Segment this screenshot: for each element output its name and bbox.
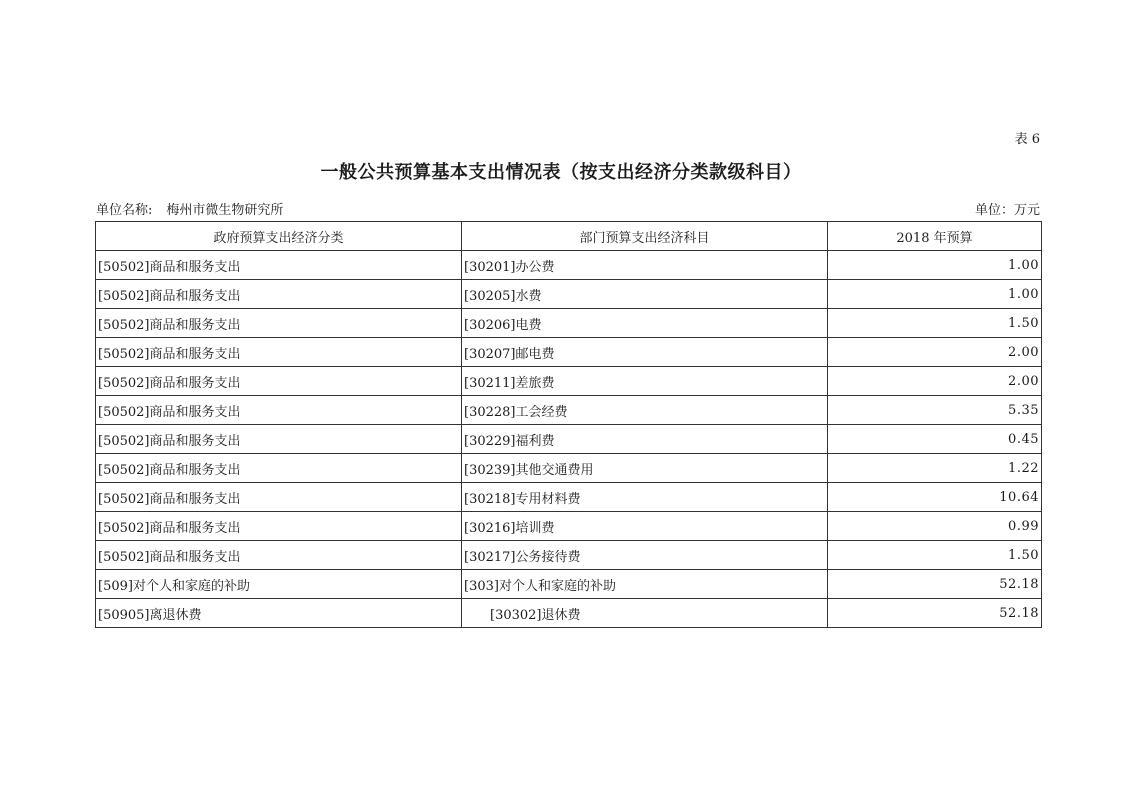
amount-cell: 52.18 xyxy=(828,599,1042,628)
econ-cell: [50502]商品和服务支出 xyxy=(96,367,462,396)
budget-table xyxy=(95,221,1042,628)
dept-cell: [30217]公务接待费 xyxy=(462,541,828,570)
dept-cell: [30228]工会经费 xyxy=(462,396,828,425)
amount-cell: 0.99 xyxy=(828,512,1042,541)
unit-name-value: 梅州市微生物研究所 xyxy=(166,203,284,218)
table-row xyxy=(96,367,1042,396)
amount-cell: 1.00 xyxy=(828,280,1042,309)
dept-cell: [30205]水费 xyxy=(462,280,828,309)
amount-cell: 1.50 xyxy=(828,541,1042,570)
econ-cell: [50502]商品和服务支出 xyxy=(96,280,462,309)
econ-cell: [50905]离退休费 xyxy=(96,599,462,628)
table-row xyxy=(96,541,1042,570)
amount-cell: 1.00 xyxy=(828,251,1042,280)
amount-cell: 1.50 xyxy=(828,309,1042,338)
column-header-budget: 2018 年预算 xyxy=(828,222,1042,251)
econ-cell: [50502]商品和服务支出 xyxy=(96,251,462,280)
table-row xyxy=(96,338,1042,367)
table-row xyxy=(96,425,1042,454)
econ-cell: [50502]商品和服务支出 xyxy=(96,454,462,483)
dept-cell: [30229]福利费 xyxy=(462,425,828,454)
table-row xyxy=(96,570,1042,599)
econ-cell: [50502]商品和服务支出 xyxy=(96,483,462,512)
column-header-dept: 部门预算支出经济科目 xyxy=(462,222,828,251)
table-row xyxy=(96,251,1042,280)
econ-cell: [50502]商品和服务支出 xyxy=(96,425,462,454)
econ-cell: [50502]商品和服务支出 xyxy=(96,396,462,425)
econ-cell: [509]对个人和家庭的补助 xyxy=(96,570,462,599)
column-header-econ: 政府预算支出经济分类 xyxy=(96,222,462,251)
econ-cell: [50502]商品和服务支出 xyxy=(96,541,462,570)
table-row xyxy=(96,512,1042,541)
amount-cell: 2.00 xyxy=(828,367,1042,396)
dept-cell: [30216]培训费 xyxy=(462,512,828,541)
amount-cell: 10.64 xyxy=(828,483,1042,512)
table-row xyxy=(96,396,1042,425)
table-row xyxy=(96,309,1042,338)
dept-cell: [30218]专用材料费 xyxy=(462,483,828,512)
table-number: 表 6 xyxy=(1014,132,1040,147)
table-header-row xyxy=(96,222,1042,251)
dept-cell: [30302]退休费 xyxy=(462,599,828,628)
amount-cell: 0.45 xyxy=(828,425,1042,454)
unit-label: 单位：万元 xyxy=(974,203,1040,218)
table-row xyxy=(96,599,1042,628)
dept-cell: [30206]电费 xyxy=(462,309,828,338)
econ-cell: [50502]商品和服务支出 xyxy=(96,309,462,338)
dept-cell: [30239]其他交通费用 xyxy=(462,454,828,483)
amount-cell: 1.22 xyxy=(828,454,1042,483)
unit-name-line xyxy=(96,199,283,218)
dept-cell: [30207]邮电费 xyxy=(462,338,828,367)
dept-cell: [303]对个人和家庭的补助 xyxy=(462,570,828,599)
page-title: 一般公共预算基本支出情况表（按支出经济分类款级科目） xyxy=(320,162,802,183)
amount-cell: 52.18 xyxy=(828,570,1042,599)
amount-cell: 5.35 xyxy=(828,396,1042,425)
amount-cell: 2.00 xyxy=(828,338,1042,367)
table-row xyxy=(96,483,1042,512)
econ-cell: [50502]商品和服务支出 xyxy=(96,338,462,367)
econ-cell: [50502]商品和服务支出 xyxy=(96,512,462,541)
unit-name-label: 单位名称: xyxy=(96,203,153,218)
dept-cell: [30211]差旅费 xyxy=(462,367,828,396)
dept-cell: [30201]办公费 xyxy=(462,251,828,280)
table-row xyxy=(96,454,1042,483)
table-row xyxy=(96,280,1042,309)
